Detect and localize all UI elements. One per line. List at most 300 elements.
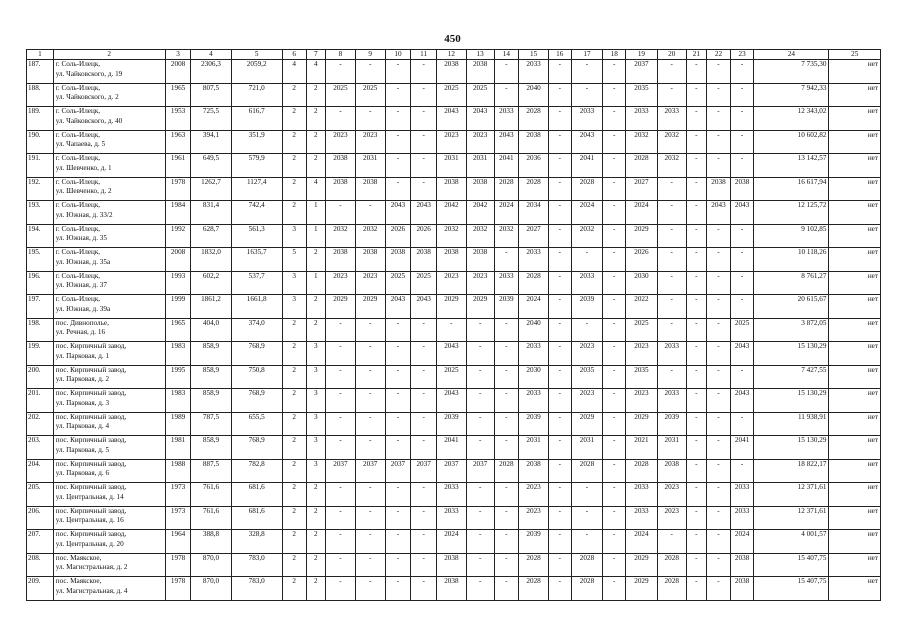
data-cell: 2037 [355,459,385,483]
address-street: ул. Речная, д. 16 [55,328,106,336]
data-cell: - [326,365,356,389]
data-cell: 2043 [707,201,731,225]
table-row [27,342,881,366]
data-cell: 579,9 [231,154,282,178]
data-cell: - [657,83,686,107]
data-cell: 2029 [436,295,466,319]
data-cell: 2023 [657,506,686,530]
data-cell: 2038 [411,248,437,272]
data-cell: 2028 [657,577,686,601]
column-header: 6 [282,50,306,60]
data-cell: - [548,436,571,460]
data-cell: - [466,483,494,507]
data-cell: - [707,224,731,248]
data-cell: - [494,530,519,554]
data-cell: 2043 [466,107,494,131]
data-cell: 2038 [466,248,494,272]
table-row [27,577,881,601]
data-cell: 2032 [657,154,686,178]
data-cell: 2043 [730,342,754,366]
row-number: 209. [27,577,54,601]
data-cell: - [355,318,385,342]
data-cell: 2023 [571,389,603,413]
data-cell: - [686,201,707,225]
data-cell: 2033 [436,483,466,507]
column-header: 24 [754,50,829,60]
data-cell: - [730,248,754,272]
data-cell: - [603,271,626,295]
data-cell: 649,5 [191,154,231,178]
data-cell: - [411,365,437,389]
data-cell: - [385,436,411,460]
page-number: 450 [444,33,461,45]
data-cell: 2035 [626,83,658,107]
data-cell: 2038 [730,553,754,577]
address-street: ул. Центральная, д. 16 [55,516,124,524]
flag-cell: нет [829,365,881,389]
address-street: ул. Парковая, д. 4 [55,422,110,430]
data-cell: 2028 [494,177,519,201]
data-cell: 2029 [571,412,603,436]
address-locality: г. Соль-Илецк, [55,295,101,303]
row-number: 193. [27,201,54,225]
flag-cell: нет [829,342,881,366]
data-cell: - [730,412,754,436]
data-cell: - [548,83,571,107]
data-cell: 2023 [355,271,385,295]
row-number: 208. [27,553,54,577]
data-cell: 2033 [730,506,754,530]
data-cell: 1983 [165,389,191,413]
data-cell: - [686,271,707,295]
data-cell: 2 [306,483,326,507]
data-cell: 2036 [519,154,549,178]
address-locality: пос. Кирпичный завод, [55,530,127,538]
data-cell: 2028 [626,459,658,483]
address-cell [53,295,165,319]
data-cell: 2032 [326,224,356,248]
row-number: 195. [27,248,54,272]
table-row [27,318,881,342]
data-cell: 2026 [385,224,411,248]
data-cell: 1964 [165,530,191,554]
data-cell: 2041 [436,436,466,460]
row-number: 200. [27,365,54,389]
data-cell: - [548,201,571,225]
data-cell: - [707,530,731,554]
flag-cell: нет [829,389,881,413]
address-locality: пос. Кирпичный завод, [55,483,127,491]
address-street: ул. Чапаева, д. 5 [55,140,106,148]
data-cell: 2028 [519,577,549,601]
data-cell: - [326,530,356,554]
data-cell: 2032 [494,224,519,248]
address-cell [53,177,165,201]
table-row [27,506,881,530]
flag-cell: нет [829,295,881,319]
data-cell: 2008 [165,248,191,272]
data-cell: - [571,530,603,554]
row-number: 192. [27,177,54,201]
data-cell: 2037 [436,459,466,483]
data-cell: - [466,553,494,577]
column-number-row [27,50,881,60]
data-cell: 2038 [436,553,466,577]
cost-cell: 4 001,57 [754,530,829,554]
data-cell: 2025 [326,83,356,107]
cost-cell: 10 602,82 [754,130,829,154]
data-cell: 2043 [411,201,437,225]
flag-cell: нет [829,154,881,178]
data-cell: 2 [282,436,306,460]
data-cell: 1984 [165,201,191,225]
data-cell: 1989 [165,412,191,436]
data-cell: - [730,107,754,131]
data-cell: 1993 [165,271,191,295]
data-cell: 2 [306,530,326,554]
column-header: 1 [27,50,54,60]
flag-cell: нет [829,553,881,577]
row-number: 196. [27,271,54,295]
data-cell: 2038 [466,60,494,84]
data-cell: 394,1 [191,130,231,154]
data-cell: 2033 [494,271,519,295]
data-cell: - [686,130,707,154]
data-cell: - [603,60,626,84]
cost-cell: 7 942,33 [754,83,829,107]
data-cell: 2042 [466,201,494,225]
data-cell: 1635,7 [231,248,282,272]
data-cell: 2025 [730,318,754,342]
data-cell: - [603,483,626,507]
data-cell: - [494,412,519,436]
data-cell: 2039 [657,412,686,436]
address-street: ул. Магистральная, д. 4 [55,586,128,595]
data-cell: - [355,553,385,577]
data-cell: - [385,60,411,84]
address-cell [53,436,165,460]
data-cell: 2033 [657,342,686,366]
data-cell: - [355,342,385,366]
column-header: 23 [730,50,754,60]
data-cell: 2038 [730,177,754,201]
address-cell [53,577,165,601]
data-cell: - [548,271,571,295]
address-cell [53,553,165,577]
data-cell: 2 [306,577,326,601]
address-locality: пос. Кирпичный завод, [55,365,127,374]
data-cell: 2 [306,318,326,342]
flag-cell: нет [829,201,881,225]
data-cell: 537,7 [231,271,282,295]
data-cell: - [411,412,437,436]
data-cell: 831,4 [191,201,231,225]
data-cell: 4 [306,60,326,84]
data-cell: 616,7 [231,107,282,131]
column-header: 20 [657,50,686,60]
data-cell: - [707,271,731,295]
data-cell: - [385,389,411,413]
data-cell: 1963 [165,130,191,154]
data-cell: 2 [306,107,326,131]
data-cell: 1953 [165,107,191,131]
data-cell: - [494,436,519,460]
data-cell: 1978 [165,177,191,201]
data-cell: 2 [282,459,306,483]
flag-cell: нет [829,459,881,483]
data-cell: 2037 [385,459,411,483]
column-header: 11 [411,50,437,60]
data-cell: - [657,530,686,554]
data-cell: 725,5 [191,107,231,131]
data-cell: - [494,577,519,601]
data-cell: 1 [306,201,326,225]
column-header: 12 [436,50,466,60]
data-cell: 870,0 [191,577,231,601]
address-cell [53,271,165,295]
address-cell [53,365,165,389]
data-cell: 2038 [385,248,411,272]
data-cell: 787,5 [191,412,231,436]
data-cell: - [326,318,356,342]
data-cell: 742,4 [231,201,282,225]
data-cell: 2025 [355,83,385,107]
data-cell: - [385,154,411,178]
row-number: 188. [27,83,54,107]
column-header: 4 [191,50,231,60]
data-cell: 2023 [466,130,494,154]
address-locality: г. Соль-Илецк, [55,154,101,162]
data-cell: - [326,389,356,413]
data-cell: 858,9 [191,436,231,460]
data-cell: - [686,177,707,201]
data-cell: 2033 [519,60,549,84]
data-cell: 2043 [385,295,411,319]
data-cell: 1999 [165,295,191,319]
data-cell: 2024 [626,530,658,554]
data-cell: 2023 [519,506,549,530]
data-cell: 2033 [494,107,519,131]
data-cell: 2028 [657,553,686,577]
address-cell [53,201,165,225]
address-cell [53,318,165,342]
address-locality: пос. Кирпичный завод, [55,459,127,468]
address-locality: г. Соль-Илецк, [55,177,101,186]
data-cell: - [494,248,519,272]
data-cell: 3 [306,389,326,413]
data-cell: - [548,459,571,483]
flag-cell: нет [829,506,881,530]
data-cell: 2026 [626,248,658,272]
data-cell: 2 [306,154,326,178]
column-header: 8 [326,50,356,60]
row-number: 201. [27,389,54,413]
data-cell: 2038 [355,248,385,272]
data-cell: - [686,318,707,342]
data-cell: - [686,553,707,577]
data-cell: 858,9 [191,342,231,366]
data-cell: - [385,412,411,436]
data-cell: 2043 [571,130,603,154]
data-cell: 2306,3 [191,60,231,84]
data-cell: 2038 [519,459,549,483]
data-cell: 2023 [326,130,356,154]
data-cell: - [686,412,707,436]
data-cell: 2028 [494,459,519,483]
data-cell: 2039 [519,530,549,554]
data-cell: 2023 [626,389,658,413]
table-row [27,248,881,272]
data-cell: 2023 [519,483,549,507]
data-cell: - [730,130,754,154]
row-number: 191. [27,154,54,178]
data-cell: 3 [306,436,326,460]
data-cell: - [326,506,356,530]
column-header: 7 [306,50,326,60]
housing-registry-table [26,49,881,601]
data-cell: 2042 [436,201,466,225]
data-cell: - [603,506,626,530]
cost-cell: 7 427,55 [754,365,829,389]
data-cell: 2038 [436,248,466,272]
data-cell: - [603,459,626,483]
data-cell: 2025 [466,83,494,107]
data-cell: 1861,2 [191,295,231,319]
data-cell: 2043 [494,130,519,154]
data-cell: 2 [282,177,306,201]
data-cell: - [548,295,571,319]
data-cell: 2 [306,506,326,530]
data-cell: 2022 [626,295,658,319]
data-cell: - [548,506,571,530]
data-cell: 1961 [165,154,191,178]
data-cell: - [385,130,411,154]
data-cell: - [548,248,571,272]
data-cell: - [603,389,626,413]
data-cell: - [707,342,731,366]
data-cell: - [355,107,385,131]
data-cell: - [326,342,356,366]
data-cell: 2 [282,530,306,554]
data-cell: - [571,483,603,507]
data-cell: - [603,342,626,366]
data-cell: - [548,553,571,577]
data-cell: - [603,83,626,107]
column-header: 15 [519,50,549,60]
data-cell: - [411,154,437,178]
data-cell: 2031 [519,436,549,460]
data-cell: - [326,436,356,460]
address-cell [53,459,165,483]
data-cell: 2023 [626,342,658,366]
data-cell: 2038 [355,177,385,201]
data-cell: 761,6 [191,483,231,507]
address-street: ул. Парковая, д. 1 [55,351,110,360]
row-number: 206. [27,506,54,530]
data-cell: - [571,83,603,107]
data-cell: 2041 [571,154,603,178]
data-cell: - [494,506,519,530]
address-cell [53,224,165,248]
data-cell: - [730,224,754,248]
data-cell: - [466,365,494,389]
table-row [27,224,881,248]
data-cell: 1965 [165,83,191,107]
address-street: ул. Южная, д. 39а [55,304,111,313]
data-cell: 2028 [571,553,603,577]
data-cell: - [411,389,437,413]
data-cell: 2 [282,107,306,131]
address-locality: пос. Кирпичный завод, [55,436,127,444]
data-cell: 2008 [165,60,191,84]
table-row [27,436,881,460]
address-locality: г. Соль-Илецк, [55,224,101,233]
data-cell: 2038 [519,130,549,154]
data-cell: - [326,60,356,84]
address-street: ул. Южная, д. 35а [55,257,111,266]
data-cell: 2024 [519,295,549,319]
data-cell: 2023 [436,271,466,295]
data-cell: - [603,248,626,272]
data-cell: - [466,577,494,601]
data-cell: - [494,342,519,366]
column-header: 25 [829,50,881,60]
data-cell: 2023 [326,271,356,295]
data-cell: - [355,412,385,436]
data-cell: - [686,342,707,366]
data-cell: 388,8 [191,530,231,554]
data-cell: 2043 [436,389,466,413]
data-cell: 2030 [519,365,549,389]
data-cell: 2 [306,248,326,272]
data-cell: - [494,365,519,389]
data-cell: - [707,107,731,131]
data-cell: - [355,530,385,554]
column-header: 14 [494,50,519,60]
data-cell: 2038 [436,577,466,601]
data-cell: 1978 [165,553,191,577]
data-cell: - [657,295,686,319]
data-cell: 721,0 [231,83,282,107]
data-cell: 2 [282,577,306,601]
data-cell: - [707,60,731,84]
data-cell: - [707,83,731,107]
data-cell: - [707,436,731,460]
data-cell: 2043 [730,201,754,225]
row-number: 197. [27,295,54,319]
data-cell: 783,0 [231,553,282,577]
data-cell: 1988 [165,459,191,483]
data-cell: 2028 [519,107,549,131]
data-cell: - [548,60,571,84]
data-cell: - [657,318,686,342]
address-locality: г. Соль-Илецк, [55,201,101,209]
data-cell: - [707,248,731,272]
row-number: 199. [27,342,54,366]
data-cell: 782,8 [231,459,282,483]
data-cell: 2038 [707,177,731,201]
data-cell: - [548,483,571,507]
data-cell: 1973 [165,483,191,507]
data-cell: 2023 [571,342,603,366]
data-cell: 2033 [571,107,603,131]
data-cell: - [657,60,686,84]
data-cell: 628,7 [191,224,231,248]
data-cell: 2031 [355,154,385,178]
address-locality: г. Соль-Илецк, [55,130,101,139]
data-cell: 2031 [657,436,686,460]
flag-cell: нет [829,436,881,460]
